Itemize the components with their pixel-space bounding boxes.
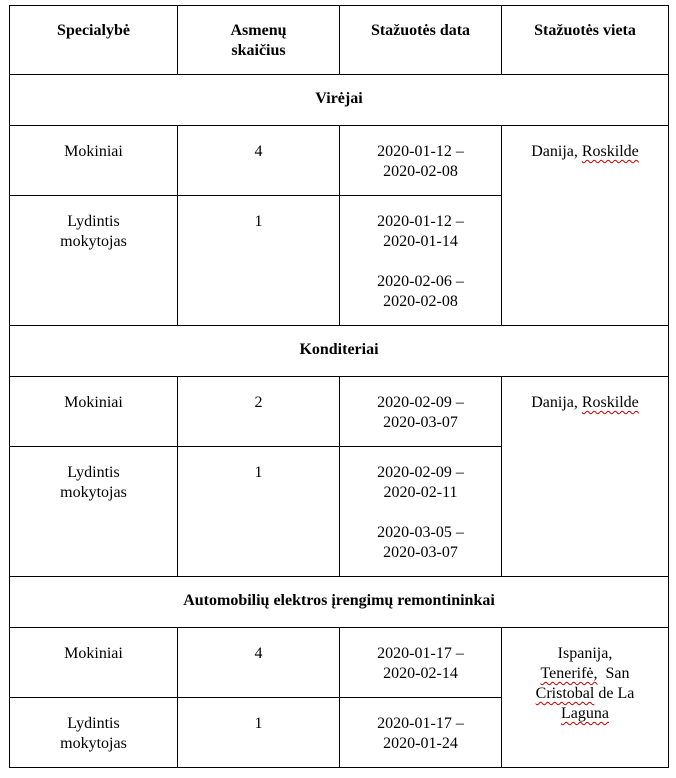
group-row-virejai: [10, 75, 669, 126]
group-title: Automobilių elektros įrengimų remontininkai: [10, 577, 669, 628]
count-cell: 4: [178, 126, 340, 196]
count-cell: 1: [178, 447, 340, 577]
role-cell: Lydintis mokytojas: [10, 698, 178, 768]
dates-cell: 2020-02-09 – 2020-02-11 2020-03-05 – 2020-03-07: [340, 447, 502, 577]
location-cell: Ispanija, Tenerifė, San Cristobal de La Laguna: [502, 628, 669, 768]
group-row-konditeriai: [10, 326, 669, 377]
internship-table: [9, 5, 669, 768]
dates-cell: 2020-01-12 – 2020-02-08: [340, 126, 502, 196]
count-cell: 1: [178, 196, 340, 326]
count-cell: 2: [178, 377, 340, 447]
role-cell: Mokiniai: [10, 126, 178, 196]
location-cell: Danija, Roskilde: [502, 377, 669, 577]
header-specialybe: Specialybė: [10, 6, 178, 75]
dates-cell: 2020-01-17 – 2020-01-24: [340, 698, 502, 768]
role-cell: Lydintis mokytojas: [10, 447, 178, 577]
dates-cell: 2020-01-12 – 2020-01-14 2020-02-06 – 2020-02-08: [340, 196, 502, 326]
role-cell: Lydintis mokytojas: [10, 196, 178, 326]
count-cell: 4: [178, 628, 340, 698]
role-cell: Mokiniai: [10, 377, 178, 447]
count-cell: 1: [178, 698, 340, 768]
role-cell: Mokiniai: [10, 628, 178, 698]
dates-cell: 2020-02-09 – 2020-03-07: [340, 377, 502, 447]
group-title: Konditeriai: [10, 326, 669, 377]
table-row: [10, 126, 669, 196]
table-row: [10, 628, 669, 698]
header-stazuotes-vieta: Stažuotės vieta: [502, 6, 669, 75]
header-asmenu-skaicius: Asmenų skaičius: [178, 6, 340, 75]
group-title: Virėjai: [10, 75, 669, 126]
location-cell: Danija, Roskilde: [502, 126, 669, 326]
group-row-automobiliu: [10, 577, 669, 628]
dates-cell: 2020-01-17 – 2020-02-14: [340, 628, 502, 698]
header-stazuotes-data: Stažuotės data: [340, 6, 502, 75]
table-row: [10, 377, 669, 447]
header-row: [10, 6, 669, 75]
